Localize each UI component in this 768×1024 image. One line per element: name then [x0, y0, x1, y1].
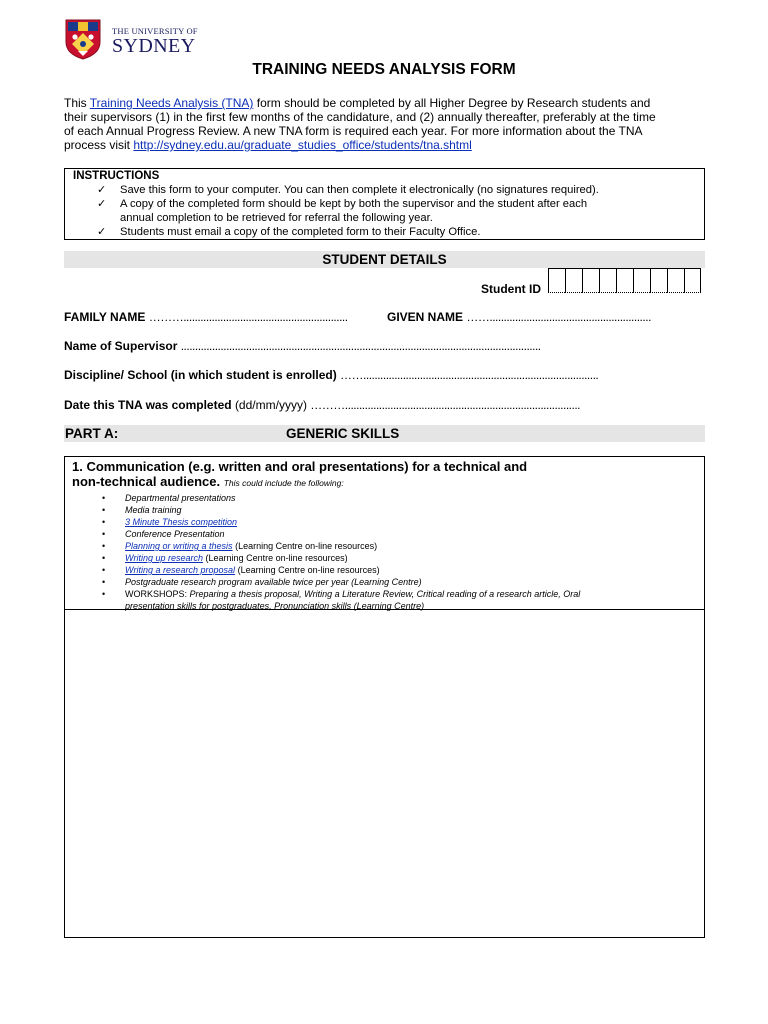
intro-text: process visit — [64, 138, 134, 152]
research-proposal-link[interactable]: Writing a research proposal — [125, 565, 236, 575]
three-minute-thesis-link[interactable]: 3 Minute Thesis competition — [125, 517, 238, 527]
date-field[interactable] — [64, 398, 580, 412]
intro-text: form should be completed by all Higher Degree by Research students and — [253, 96, 651, 110]
student-id-field[interactable] — [548, 268, 701, 293]
discipline-field[interactable] — [64, 368, 598, 382]
student-id-digit-box[interactable] — [633, 268, 650, 293]
list-item: • Departmental presentations — [72, 492, 698, 504]
communication-heading — [72, 474, 698, 491]
communication-section — [64, 456, 705, 938]
resource-note: (Learning Centre on-line resources) — [235, 541, 378, 551]
discipline-label: Discipline/ School (in which student is enrolled) — [64, 368, 337, 382]
list-item — [72, 564, 698, 576]
communication-response-area[interactable] — [65, 610, 704, 937]
instruction-item — [73, 197, 698, 225]
communication-description — [65, 457, 704, 610]
family-name-label: FAMILY NAME — [64, 310, 146, 324]
workshops-text: presentation skills for postgraduates, Pronunciation skills (Learning Centre) — [125, 601, 425, 611]
student-id-digit-box[interactable] — [616, 268, 633, 293]
given-name-input-line[interactable]: ……......................................................... — [466, 310, 651, 324]
student-id-digit-box[interactable] — [582, 268, 599, 293]
checkmark-icon: ✓ — [97, 184, 107, 196]
logo-text-small: THE UNIVERSITY OF — [112, 26, 198, 36]
intro-line-1 — [64, 96, 704, 110]
date-format-hint: (dd/mm/yyyy) — [234, 398, 307, 412]
list-item — [72, 516, 698, 528]
given-name-label: GIVEN NAME — [387, 310, 464, 324]
intro-line-2: their supervisors (1) in the first few months of the candidature, and (2) annually thereafter, preferably at the time — [64, 110, 656, 124]
given-name-field[interactable] — [387, 310, 651, 324]
list-item — [72, 552, 698, 564]
student-id-digit-box[interactable] — [548, 268, 565, 293]
student-details-header: STUDENT DETAILS — [64, 251, 705, 268]
discipline-input-line[interactable]: ……................................................................................... — [340, 368, 599, 382]
instructions-title: INSTRUCTIONS — [73, 170, 160, 182]
instructions-box — [64, 168, 705, 240]
student-id-digit-box[interactable] — [599, 268, 616, 293]
communication-heading-text: non-technical audience. — [72, 474, 221, 489]
part-a-title: GENERIC SKILLS — [286, 426, 400, 441]
intro-text: This — [64, 96, 90, 110]
part-a-label: PART A: — [65, 426, 119, 441]
family-name-input-line[interactable]: ……….......................................................... — [148, 310, 348, 324]
part-a-header — [64, 425, 705, 442]
university-logo — [64, 18, 204, 62]
supervisor-field[interactable] — [64, 339, 541, 353]
list-item — [72, 540, 698, 552]
planning-thesis-link[interactable]: Planning or writing a thesis — [125, 541, 233, 551]
student-id-digit-box[interactable] — [565, 268, 582, 293]
tna-link[interactable]: Training Needs Analysis (TNA) — [89, 96, 254, 110]
instruction-text: annual completion to be retrieved for referral the following year. — [120, 212, 433, 224]
family-name-field[interactable] — [64, 310, 348, 324]
date-label: Date this TNA was completed — [64, 398, 232, 412]
instruction-text: Save this form to your computer. You can then complete it electronically (no signatures required). — [120, 184, 599, 196]
intro-line-3: of each Annual Progress Review. A new TNA form is required each year. For more information about the TNA — [64, 124, 643, 138]
instruction-item — [73, 225, 698, 239]
date-input-line[interactable]: ………................................................................................... — [310, 398, 581, 412]
student-id-digit-box[interactable] — [684, 268, 701, 293]
list-item: • Media training — [72, 504, 698, 516]
student-id-label: Student ID — [481, 282, 541, 296]
instruction-text: A copy of the completed form should be kept by both the supervisor and the student after each — [120, 198, 588, 210]
intro-paragraph — [64, 96, 704, 152]
student-id-digit-box[interactable] — [650, 268, 667, 293]
supervisor-input-line[interactable]: ............................................................................................................................... — [180, 339, 541, 353]
workshops-text: Preparing a thesis proposal, Writing a Literature Review, Critical reading of a research article, Oral — [189, 589, 581, 599]
list-item: • Conference Presentation — [72, 528, 698, 540]
supervisor-label: Name of Supervisor — [64, 339, 178, 353]
logo-text-sydney: SYDNEY — [112, 35, 196, 57]
university-crest-icon — [64, 18, 102, 60]
resource-note: (Learning Centre on-line resources) — [205, 553, 348, 563]
student-id-digit-box[interactable] — [667, 268, 684, 293]
instruction-text: Students must email a copy of the completed form to their Faculty Office. — [120, 226, 481, 238]
checkmark-icon: ✓ — [97, 226, 107, 238]
communication-bullet-list — [72, 492, 698, 612]
communication-note: This could include the following: — [223, 478, 344, 488]
resource-note: (Learning Centre on-line resources) — [237, 565, 380, 575]
checkmark-icon: ✓ — [97, 198, 107, 210]
writing-up-research-link[interactable]: Writing up research — [125, 553, 204, 563]
communication-heading: 1. Communication (e.g. written and oral presentations) for a technical and — [72, 459, 528, 474]
form-title: TRAINING NEEDS ANALYSIS FORM — [252, 61, 516, 78]
instruction-item — [73, 183, 698, 197]
workshops-label: WORKSHOPS: — [125, 589, 188, 599]
list-item — [72, 588, 698, 612]
list-item: • Postgraduate research program available twice per year (Learning Centre) — [72, 576, 698, 588]
tna-url-link[interactable]: http://sydney.edu.au/graduate_studies_office/students/tna.shtml — [133, 138, 472, 152]
intro-line-4 — [64, 138, 704, 152]
